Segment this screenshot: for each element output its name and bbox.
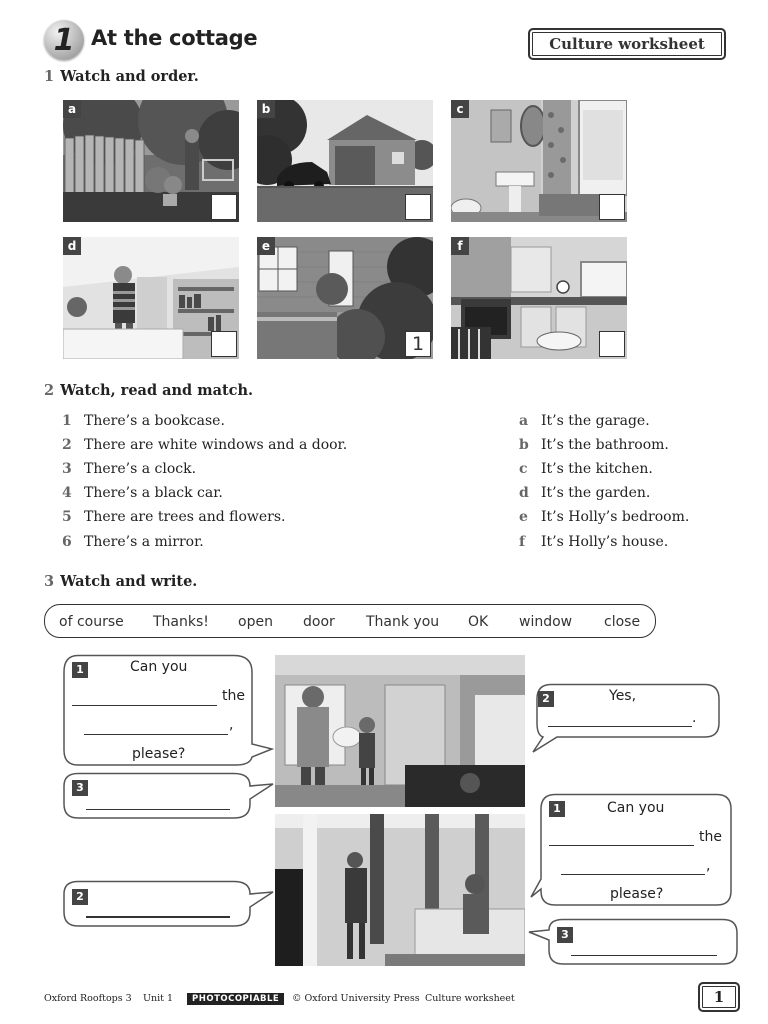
answer-line[interactable] [548, 726, 692, 727]
section-1-title: Watch and order. [60, 68, 199, 85]
order-answer-box[interactable]: 1 [405, 331, 431, 357]
answer-line[interactable] [561, 874, 705, 875]
word-bank-item: OK [468, 614, 489, 630]
bubble-number: 1 [72, 662, 88, 678]
match-sentence-2: 2 There are white windows and a door. [62, 437, 348, 453]
bubble-text: please? [610, 886, 664, 902]
footer-unit: Unit 1 [143, 993, 174, 1004]
photo-e-house [257, 237, 433, 359]
word-bank-item: close [604, 614, 641, 630]
footer-copyright: © Oxford University Press [292, 993, 420, 1004]
page-number: 1 [698, 982, 740, 1012]
footer-worksheet: Culture worksheet [425, 993, 515, 1004]
match-sentence-5: 5 There are trees and flowers. [62, 509, 286, 525]
page-title: At the cottage [91, 26, 258, 50]
order-answer-box[interactable] [405, 194, 431, 220]
section-3-heading [44, 573, 197, 590]
bubble-text: , [229, 717, 234, 733]
answer-line[interactable] [571, 955, 717, 956]
bubble-text: , [706, 858, 711, 874]
section-1-heading [44, 68, 199, 85]
order-answer-box[interactable] [211, 194, 237, 220]
word-bank-item: Thanks! [153, 614, 209, 630]
word-bank-item: of course [59, 614, 124, 630]
photo-label: c [451, 100, 469, 118]
section-2-heading [44, 382, 253, 399]
word-bank-item: Thank you [366, 614, 440, 630]
bubble-text: the [699, 829, 722, 845]
match-sentence-6: 6 There’s a mirror. [62, 534, 204, 550]
bubble-number: 3 [557, 927, 573, 943]
scene-photo-kitchen [275, 655, 525, 807]
photo-label: d [63, 237, 81, 255]
section-2-number: 2 [44, 382, 55, 399]
section-3-title: Watch and write. [60, 573, 198, 590]
match-option-f: f It’s Holly’s house. [519, 534, 669, 550]
match-option-b: b It’s the bathroom. [519, 437, 669, 453]
word-bank-item: open [238, 614, 273, 630]
match-sentence-1: 1 There’s a bookcase. [62, 413, 225, 429]
speech-bubble-bottom-left [60, 880, 280, 930]
answer-line[interactable] [86, 916, 230, 918]
match-sentence-4: 4 There’s a black car. [62, 485, 223, 501]
bubble-number: 2 [538, 691, 554, 707]
section-3-number: 3 [44, 573, 55, 590]
bubble-text: please? [132, 746, 186, 762]
word-bank-item: door [303, 614, 335, 630]
match-option-d: d It’s the garden. [519, 485, 651, 501]
bubble-number: 1 [549, 801, 565, 817]
bubble-number: 3 [72, 780, 88, 796]
photo-b-garage [257, 100, 433, 222]
photo-label: f [451, 237, 469, 255]
answer-line[interactable] [549, 845, 694, 846]
unit-number: 1 [53, 23, 75, 58]
order-answer-box[interactable] [599, 194, 625, 220]
bubble-text: Can you [130, 659, 188, 675]
photo-label: a [63, 100, 81, 118]
photo-label: e [257, 237, 275, 255]
answer-line[interactable] [72, 705, 217, 706]
photocopiable-badge: PHOTOCOPIABLE [187, 993, 284, 1005]
bubble-text: Can you [607, 800, 665, 816]
match-sentence-3: 3 There’s a clock. [62, 461, 197, 477]
answer-line[interactable] [86, 809, 230, 810]
photo-d-bedroom [63, 237, 239, 359]
photo-c-bathroom [451, 100, 627, 222]
match-option-c: c It’s the kitchen. [519, 461, 653, 477]
photo-label: b [257, 100, 275, 118]
match-option-e: e It’s Holly’s bedroom. [519, 509, 690, 525]
unit-number-badge [44, 20, 84, 60]
speech-bubble-mid-left [60, 772, 280, 822]
living-room-scene-photo [275, 814, 525, 966]
bubble-number: 2 [72, 889, 88, 905]
kitchen-scene-photo [275, 655, 525, 807]
answer-line[interactable] [84, 734, 228, 735]
photo-a-garden [63, 100, 239, 222]
bubble-text: Yes, [609, 688, 637, 704]
speech-bubble-bottom-right-small [527, 918, 741, 968]
match-option-a: a It’s the garage. [519, 413, 650, 429]
bubble-text: the [222, 688, 245, 704]
word-bank-item: window [519, 614, 573, 630]
footer-book: Oxford Rooftops 3 [44, 993, 132, 1004]
scene-photo-living-room [275, 814, 525, 966]
worksheet-tag: Culture worksheet [528, 28, 726, 60]
photo-f-kitchen [451, 237, 627, 359]
section-2-title: Watch, read and match. [60, 382, 254, 399]
order-answer-box[interactable] [599, 331, 625, 357]
section-1-number: 1 [44, 68, 55, 85]
bubble-text: . [692, 710, 697, 726]
order-answer-box[interactable] [211, 331, 237, 357]
